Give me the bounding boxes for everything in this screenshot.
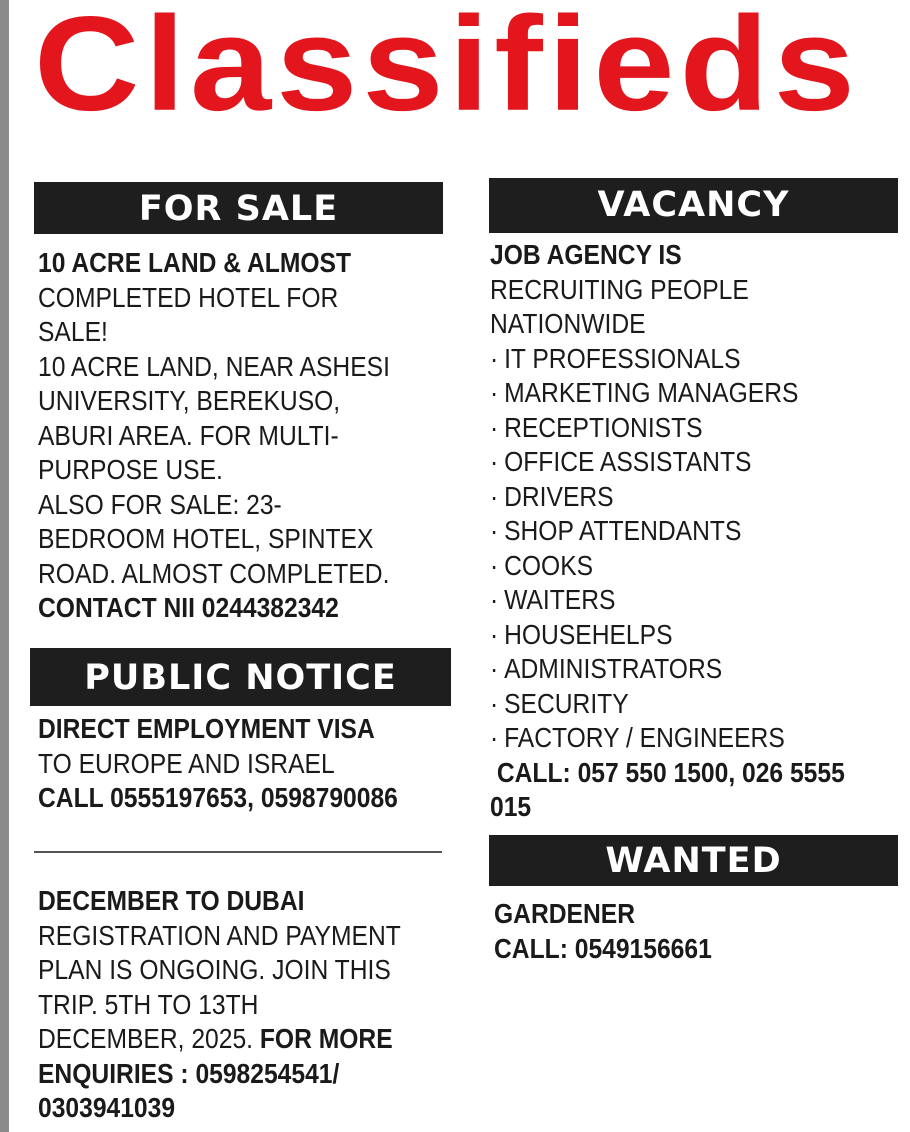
dubai-line: PLAN IS ONGOING. JOIN THIS — [38, 954, 391, 985]
wanted-headline: GARDENER — [494, 898, 636, 929]
vacancy-item-label: SHOP ATTENDANTS — [504, 515, 742, 546]
vacancy-list-item — [490, 514, 845, 549]
for-sale-line: COMPLETED HOTEL FOR — [38, 281, 339, 313]
for-sale-line: SALE! — [38, 316, 108, 347]
bullet-icon: · — [490, 618, 499, 650]
vacancy-item-label: COOKS — [504, 549, 594, 581]
bullet-icon: · — [490, 549, 499, 581]
vacancy-item-label: IT PROFESSIONALS — [504, 342, 741, 374]
bullet-icon: · — [490, 342, 499, 374]
vacancy-list-item — [490, 687, 845, 722]
vacancy-list-item — [490, 411, 845, 446]
for-sale-headline: 10 ACRE LAND & ALMOST — [38, 247, 352, 278]
vacancy-list-item — [490, 480, 845, 515]
dubai-enquiries: ENQUIRIES : 0598254541/ — [38, 1057, 340, 1089]
for-sale-banner-label: FOR SALE — [138, 189, 339, 229]
public-notice-banner-label: PUBLIC NOTICE — [84, 658, 397, 698]
wanted-banner-label: WANTED — [605, 841, 782, 881]
vacancy-list-item — [490, 445, 845, 480]
for-sale-line: BEDROOM HOTEL, SPINTEX — [38, 523, 374, 554]
vacancy-list-item — [490, 618, 845, 653]
bullet-icon: · — [490, 584, 499, 615]
bullet-icon: · — [490, 722, 499, 753]
vacancy-list-item — [490, 376, 845, 411]
vacancy-list-item — [490, 721, 845, 756]
vacancy-line: RECRUITING PEOPLE — [490, 273, 749, 305]
wanted-call: CALL: 0549156661 — [494, 932, 712, 964]
for-sale-ad — [38, 246, 390, 626]
for-sale-contact: CONTACT NII 0244382342 — [38, 592, 339, 623]
vacancy-list-item — [490, 652, 845, 687]
bullet-icon: · — [490, 687, 499, 719]
vacancy-banner — [489, 178, 898, 233]
vacancy-call: CALL: 057 550 1500, 026 5555 — [490, 756, 845, 788]
public-notice-banner — [30, 648, 451, 706]
bullet-icon: · — [490, 653, 499, 684]
public-notice-contact: CALL 0555197653, 0598790086 — [38, 782, 398, 813]
vacancy-item-label: FACTORY / ENGINEERS — [504, 722, 785, 753]
vacancy-item-label: ADMINISTRATORS — [504, 653, 723, 684]
vacancy-item-label: SECURITY — [504, 687, 629, 719]
for-sale-line: ROAD. ALMOST COMPLETED. — [38, 557, 390, 589]
vacancy-item-label: RECEPTIONISTS — [504, 411, 703, 443]
bullet-icon: · — [490, 446, 499, 477]
vacancy-line: NATIONWIDE — [490, 308, 646, 339]
dubai-headline: DECEMBER TO DUBAI — [38, 885, 305, 916]
left-edge-rule — [0, 0, 9, 1132]
public-notice-headline: DIRECT EMPLOYMENT VISA — [38, 713, 375, 744]
dubai-enquiries-2: 0303941039 — [38, 1092, 176, 1123]
vacancy-list-item — [490, 342, 845, 377]
dubai-date: DECEMBER, 2025. — [38, 1023, 260, 1054]
wanted-ad — [494, 897, 712, 966]
for-sale-line: ABURI AREA. FOR MULTI- — [38, 419, 339, 451]
dubai-line-mixed — [38, 1022, 401, 1057]
vacancy-item-label: WAITERS — [504, 584, 616, 615]
vacancy-item-label: OFFICE ASSISTANTS — [504, 446, 752, 477]
vacancy-headline: JOB AGENCY IS — [490, 239, 682, 270]
wanted-banner — [489, 835, 898, 886]
dubai-line: TRIP. 5TH TO 13TH — [38, 988, 259, 1020]
dubai-ad — [38, 884, 401, 1126]
for-sale-line: UNIVERSITY, BEREKUSO, — [38, 385, 341, 416]
public-notice-line: TO EUROPE AND ISRAEL — [38, 747, 335, 779]
for-sale-banner — [34, 182, 443, 234]
vacancy-call-2: 015 — [490, 791, 532, 822]
bullet-icon: · — [490, 515, 499, 546]
vacancy-item-label: DRIVERS — [504, 480, 614, 512]
public-notice-ad — [38, 712, 398, 816]
bullet-icon: · — [490, 480, 499, 512]
bullet-icon: · — [490, 377, 499, 408]
vacancy-ad — [490, 238, 845, 825]
masthead-title: Classifieds — [34, 0, 860, 139]
section-divider — [34, 851, 442, 853]
bullet-icon: · — [490, 411, 499, 443]
for-sale-line: ALSO FOR SALE: 23- — [38, 488, 282, 520]
dubai-more-label: FOR MORE — [259, 1023, 393, 1054]
dubai-line: REGISTRATION AND PAYMENT — [38, 919, 401, 951]
vacancy-list-item — [490, 549, 845, 584]
for-sale-line: 10 ACRE LAND, NEAR ASHESI — [38, 350, 390, 382]
for-sale-line: PURPOSE USE. — [38, 454, 223, 485]
vacancy-list-item — [490, 583, 845, 618]
vacancy-item-label: MARKETING MANAGERS — [504, 377, 799, 408]
vacancy-item-label: HOUSEHELPS — [504, 618, 673, 650]
vacancy-banner-label: VACANCY — [597, 185, 790, 225]
